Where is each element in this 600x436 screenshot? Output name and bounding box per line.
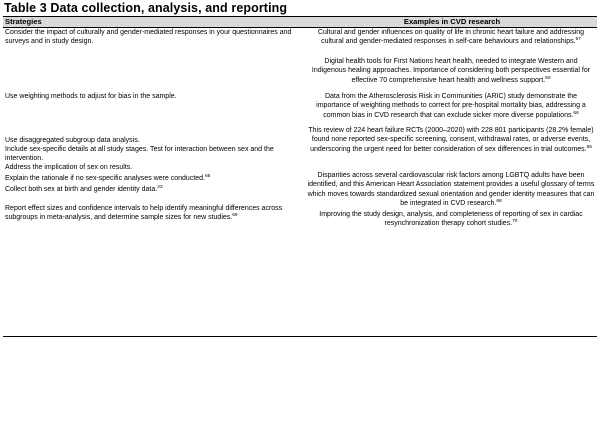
example-item: Improving the study design, analysis, and completeness of reporting of sex in cardiac resynchronization therapy cohort studies.$^{70}$: [319, 211, 583, 228]
example-item: Disparities across several cardiovascular risk factors among LGBTQ adults have been identified, and this American Heart Association statement provides a useful glossary of terms which moves towards standardized sexual orientation and gender identity measures that can be integrated in CVD research.$^{68}$: [307, 172, 595, 207]
table-title: Table 3 Data collection, analysis, and reporting: [4, 1, 288, 15]
strategy-item: Use disaggregated subgroup data analysis.: [5, 137, 140, 144]
reference-superscript: 67: [575, 37, 581, 43]
reference-superscript: 33: [157, 185, 163, 190]
reference-superscript: 60: [545, 75, 551, 81]
table-header-row: [3, 17, 597, 28]
header-strategies: Strategies: [5, 17, 42, 26]
data-table: [3, 16, 597, 337]
example-item: Data from the Atherosclerosis Risk in Communities (ARIC) study demonstrate the importance of weighting methods to correct for pre-hospital mortality bias, addressing a common bias in CVD research that can exclude sicker more diverse populations.$^{66}$: [316, 93, 586, 119]
strategy-item: Use weighting methods to adjust for bias in the sample.: [5, 93, 177, 100]
table-body: [3, 28, 597, 336]
strategy-item: Explain the rationale if no sex-specific analyses were conducted.$^{65}$: [5, 174, 211, 182]
example-item: Cultural and gender influences on quality of life in chronic heart failure and addressing cultural and gender-mediated responses in self-care behaviours and relationships.$^{67}$: [317, 29, 585, 46]
strategy-item: Collect both sex at birth and gender identity data.$^{33}$: [5, 185, 163, 193]
reference-superscript: 65: [205, 174, 211, 179]
reference-superscript: 68: [496, 198, 502, 204]
example-item: This review of 224 heart failure RCTs (2000–2020) with 228 801 participants (28.2% female) found none reported sex-specific screening, consent, withdrawal rates, or adverse events, underscoring the urgent need for better consideration of sex differences in trial outcomes.$^{65}$: [308, 127, 594, 153]
reference-superscript: 69: [232, 213, 238, 219]
reference-superscript: 66: [573, 110, 579, 116]
strategy-item: Report effect sizes and confidence intervals to help identify meaningful differences across subgroups in meta-analysis, and determine sample sizes for new studies.$^{69}$: [5, 205, 283, 222]
strategy-item: Consider the impact of culturally and gender-mediated responses in your questionnaires and surveys and in study design.: [5, 29, 292, 46]
strategy-item: Include sex-specific details at all study stages. Test for interaction between sex and the intervention.: [5, 146, 274, 163]
strategy-item: Address the implication of sex on results.: [5, 164, 133, 171]
example-item: Digital health tools for First Nations heart health, needed to integrate Western and Indigenous healing approaches. Importance of considering both perspectives essential for effective 70 comprehensive heart health and wellness support.$^{60}$: [311, 58, 591, 84]
reference-superscript: 65: [586, 144, 592, 150]
header-examples: Examples in CVD research: [403, 17, 501, 26]
reference-superscript: 70: [512, 219, 518, 225]
